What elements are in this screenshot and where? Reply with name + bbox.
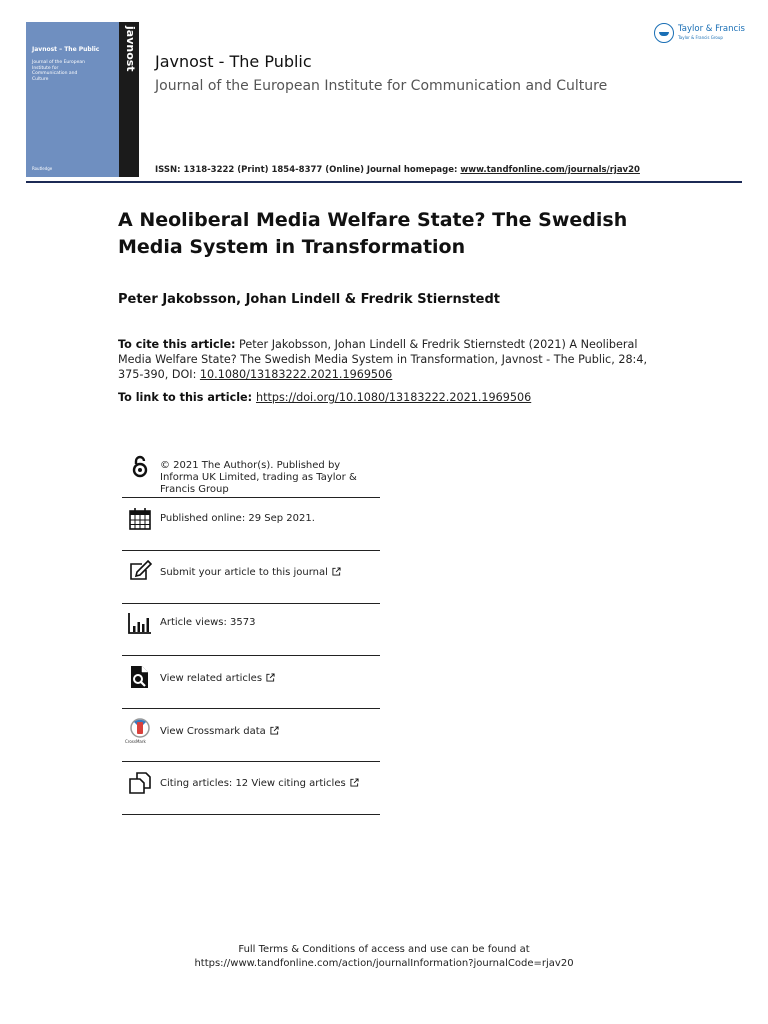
- journal-cover: [26, 22, 139, 177]
- cover-subtitle: Journal of the European Institute for Communication and Culture: [32, 60, 86, 82]
- citation-block: [118, 337, 658, 382]
- issn-text: ISSN: 1318-3222 (Print) 1854-8377 (Online) Journal homepage:: [155, 165, 461, 175]
- cite-label: To cite this article:: [118, 338, 236, 351]
- journal-subtitle: Journal of the European Institute for Communication and Culture: [155, 78, 608, 94]
- published-text: Published online: 29 Sep 2021.: [160, 513, 315, 524]
- crossmark-row[interactable]: [122, 709, 380, 762]
- external-link-icon: [266, 673, 275, 682]
- article-doi-link[interactable]: https://doi.org/10.1080/13183222.2021.1969506: [256, 391, 532, 404]
- citing-text: Citing articles: 12 View citing articles: [160, 778, 346, 789]
- related-label[interactable]: [160, 673, 382, 685]
- article-authors: Peter Jakobsson, Johan Lindell & Fredrik Stiernstedt: [118, 292, 501, 307]
- submit-row[interactable]: [122, 551, 380, 604]
- divider: [122, 814, 380, 815]
- taylor-francis-emblem-icon: [654, 23, 674, 43]
- link-label: To link to this article:: [118, 391, 256, 404]
- terms-line: Full Terms & Conditions of access and use can be found at: [238, 944, 530, 955]
- journal-title: Javnost - The Public: [155, 52, 312, 71]
- external-link-icon: [350, 778, 359, 787]
- citing-articles-icon: [128, 771, 152, 795]
- cite-doi-link[interactable]: 10.1080/13183222.2021.1969506: [199, 368, 393, 381]
- cover-title: Javnost – The Public: [32, 46, 100, 53]
- issn-line: [155, 165, 640, 175]
- citing-label[interactable]: [160, 778, 382, 790]
- views-text: Article views: 3573: [160, 617, 256, 628]
- related-articles-icon: [128, 665, 152, 689]
- cite-text: Peter Jakobsson, Johan Lindell & Fredrik Stiernstedt (2021) A Neoliberal Media Welfare State? The Swedish Media System in Transformation, Javnost - The Public, 28:4, 375-390, DOI:: [118, 338, 647, 381]
- taylor-francis-logo[interactable]: [654, 22, 754, 46]
- publisher-group: Taylor & Francis Group: [678, 35, 723, 40]
- published-row: [122, 498, 380, 551]
- header-divider: [26, 181, 742, 183]
- related-text: View related articles: [160, 673, 263, 684]
- citing-row[interactable]: [122, 762, 380, 815]
- article-link-block: [118, 391, 531, 404]
- crossmark-text: View Crossmark data: [160, 726, 266, 737]
- article-title: A Neoliberal Media Welfare State? The Swedish Media System in Transformation: [118, 209, 628, 258]
- terms-footer: [0, 943, 768, 971]
- submit-label[interactable]: [160, 567, 382, 579]
- cover-publisher: Routledge: [32, 166, 53, 171]
- terms-url[interactable]: https://www.tandfonline.com/action/journalInformation?journalCode=rjav20: [194, 958, 574, 969]
- open-access-icon: [128, 455, 152, 479]
- cover-spine-text: javnost: [124, 26, 137, 72]
- calendar-icon: [128, 507, 152, 531]
- related-row[interactable]: [122, 656, 380, 709]
- publisher-name: Taylor & Francis: [678, 24, 745, 34]
- external-link-icon: [270, 726, 279, 735]
- submit-text: Submit your article to this journal: [160, 567, 328, 578]
- open-access-row: [122, 452, 380, 498]
- open-access-text: © 2021 The Author(s). Published by Informa UK Limited, trading as Taylor & Francis Group: [160, 460, 357, 495]
- journal-homepage-link[interactable]: www.tandfonline.com/journals/rjav20: [460, 165, 640, 175]
- crossmark-label[interactable]: [160, 726, 382, 738]
- views-row: [122, 604, 380, 656]
- bar-chart-icon: [128, 611, 152, 635]
- external-link-icon: [332, 567, 341, 576]
- edit-pencil-icon: [128, 559, 152, 583]
- crossmark-logo-text: CrossMark: [125, 739, 146, 744]
